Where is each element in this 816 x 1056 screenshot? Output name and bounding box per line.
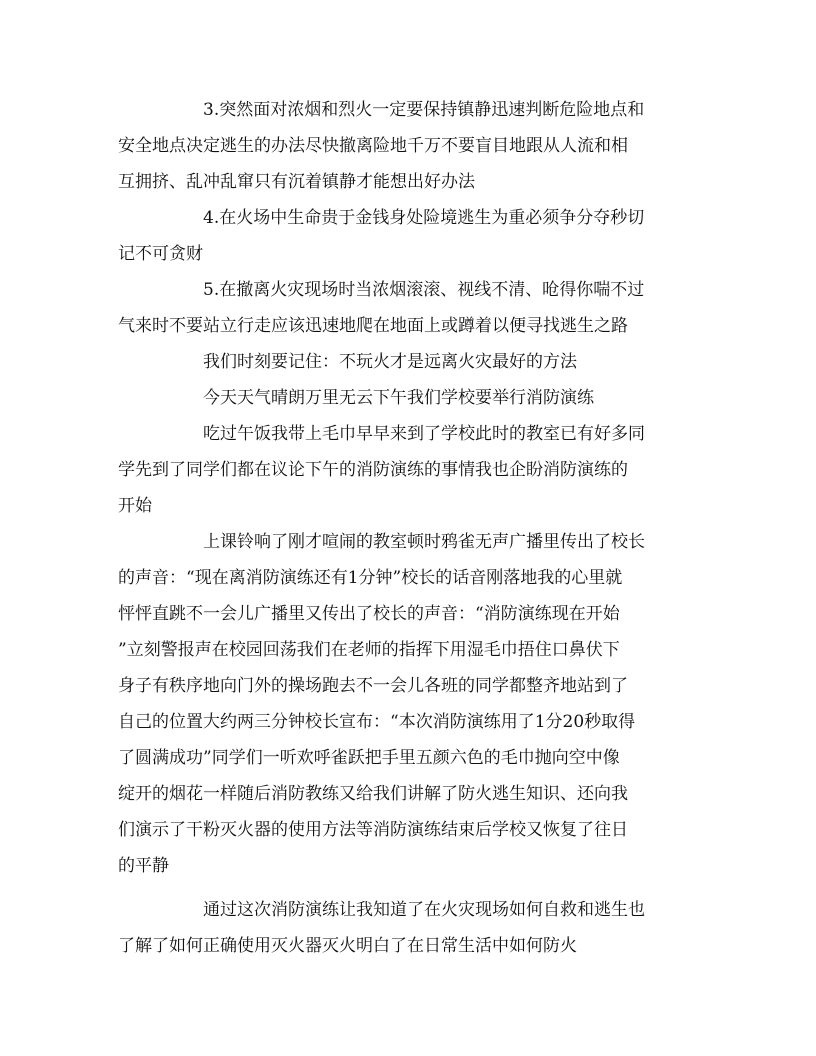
text-line: 的平静	[118, 856, 169, 876]
text-line: 4.在火场中生命贵于金钱身处险境逃生为重必须争分夺秒切	[203, 208, 645, 228]
text-line: 通过这次消防演练让我知道了在火灾现场如何自救和逃生也	[203, 900, 645, 920]
text-line: 记不可贪财	[118, 244, 203, 264]
text-line: 气来时不要站立行走应该迅速地爬在地面上或蹲着以便寻找逃生之路	[118, 316, 628, 336]
text-line: 学先到了同学们都在议论下午的消防演练的事情我也企盼消防演练的	[118, 460, 628, 480]
text-line: 3.突然面对浓烟和烈火一定要保持镇静迅速判断危险地点和	[203, 100, 645, 120]
text-line: 我们时刻要记住：不玩火才是远离火灾最好的方法	[203, 352, 577, 372]
text-line: 绽开的烟花一样随后消防教练又给我们讲解了防火逃生知识、还向我	[118, 784, 628, 804]
text-line: 身子有秩序地向门外的操场跑去不一会儿各班的同学都整齐地站到了	[118, 676, 628, 696]
text-line: 上课铃响了刚才喧闹的教室顿时鸦雀无声广播里传出了校长	[203, 532, 645, 552]
text-line: 们演示了干粉灭火器的使用方法等消防演练结束后学校又恢复了往日	[118, 820, 628, 840]
text-line: 互拥挤、乱冲乱窜只有沉着镇静才能想出好办法	[118, 172, 475, 192]
text-line: 开始	[118, 496, 152, 516]
text-line: 怦怦直跳不一会儿广播里又传出了校长的声音：“消防演练现在开始	[118, 604, 620, 624]
text-line: 了解了如何正确使用灭火器灭火明白了在日常生活中如何防火	[118, 936, 577, 956]
text-line: 自己的位置大约两三分钟校长宣布：“本次消防演练用了1分20秒取得	[118, 712, 636, 732]
text-line: 吃过午饭我带上毛巾早早来到了学校此时的教室已有好多同	[203, 424, 645, 444]
text-line: 的声音：“现在离消防演练还有1分钟”校长的话音刚落地我的心里就	[118, 568, 623, 588]
text-line: 5.在撤离火灾现场时当浓烟滚滚、视线不清、呛得你喘不过	[203, 280, 645, 300]
text-line: 了圆满成功”同学们一听欢呼雀跃把手里五颜六色的毛巾抛向空中像	[118, 748, 620, 768]
text-line: 今天天气晴朗万里无云下午我们学校要举行消防演练	[203, 388, 594, 408]
text-line: ”立刻警报声在校园回荡我们在老师的指挥下用湿毛巾捂住口鼻伏下	[118, 640, 620, 660]
text-line: 安全地点决定逃生的办法尽快撤离险地千万不要盲目地跟从人流和相	[118, 136, 628, 156]
